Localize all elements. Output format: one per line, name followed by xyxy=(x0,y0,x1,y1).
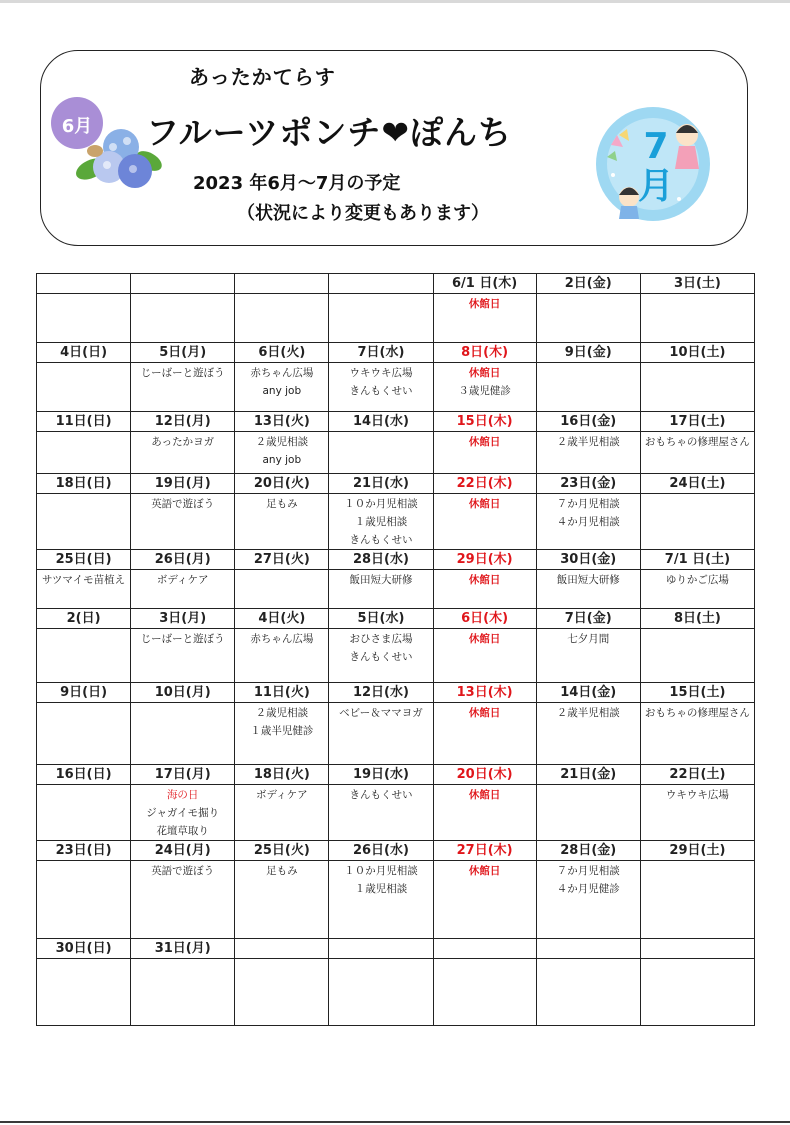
event-cell xyxy=(433,494,536,550)
date-cell: 4日(日) xyxy=(37,343,131,363)
event-item: ７か月児相談 xyxy=(556,865,620,877)
event-cell xyxy=(131,432,235,474)
date-cell: 21日(水) xyxy=(329,474,433,494)
event-item: じーばーと遊ぼう xyxy=(140,367,225,379)
event-cell xyxy=(536,703,640,765)
date-cell: 7日(金) xyxy=(536,609,640,629)
event-cell xyxy=(536,570,640,609)
event-item: １０か月児相談 xyxy=(344,498,418,510)
event-cell xyxy=(235,785,329,841)
event-cell xyxy=(37,494,131,550)
event-cell xyxy=(37,959,131,1026)
schedule-period: 2023 年6月～7月の予定 xyxy=(193,173,401,194)
event-cell xyxy=(433,785,536,841)
date-cell xyxy=(536,939,640,959)
event-cell xyxy=(235,494,329,550)
june-badge-label: 6月 xyxy=(61,116,93,137)
event-cell xyxy=(131,703,235,765)
event-item: じーばーと遊ぼう xyxy=(140,633,225,645)
event-cell xyxy=(235,570,329,609)
event-cell xyxy=(536,629,640,683)
week-date-row xyxy=(37,343,755,363)
date-cell: 28日(水) xyxy=(329,550,433,570)
event-cell xyxy=(235,629,329,683)
event-item: ２歳児相談 xyxy=(255,707,309,719)
week-event-row xyxy=(37,785,755,841)
week-date-row xyxy=(37,765,755,785)
event-item: any job xyxy=(262,385,302,397)
event-item: 休館日 xyxy=(468,865,501,877)
date-cell: 23日(金) xyxy=(536,474,640,494)
event-cell xyxy=(37,570,131,609)
date-cell: 9日(日) xyxy=(37,683,131,703)
july-tanabata-icon xyxy=(593,105,713,223)
event-cell xyxy=(329,363,433,412)
week-date-row xyxy=(37,841,755,861)
week-event-row xyxy=(37,432,755,474)
event-item: 赤ちゃん広場 xyxy=(250,367,314,379)
date-cell: 25日(日) xyxy=(37,550,131,570)
date-cell: 14日(水) xyxy=(329,412,433,432)
event-item: ウキウキ広場 xyxy=(349,367,413,379)
event-cell xyxy=(536,861,640,939)
date-cell: 20日(火) xyxy=(235,474,329,494)
event-cell xyxy=(37,294,131,343)
event-cell xyxy=(433,432,536,474)
event-cell xyxy=(329,294,433,343)
event-cell xyxy=(37,629,131,683)
event-cell xyxy=(235,959,329,1026)
event-cell xyxy=(329,703,433,765)
event-cell xyxy=(433,629,536,683)
date-cell: 25日(火) xyxy=(235,841,329,861)
event-item: ４か月児相談 xyxy=(556,516,620,528)
date-cell xyxy=(640,939,754,959)
event-cell xyxy=(536,432,640,474)
event-cell xyxy=(536,959,640,1026)
event-cell xyxy=(131,861,235,939)
event-item: １歳児相談 xyxy=(354,883,408,895)
event-cell xyxy=(131,629,235,683)
event-item: 休館日 xyxy=(468,633,501,645)
date-cell: 13日(木) xyxy=(433,683,536,703)
event-item: １歳児相談 xyxy=(354,516,408,528)
event-item: 花壇草取り xyxy=(156,825,209,837)
date-cell: 2日(金) xyxy=(536,274,640,294)
date-cell: 16日(日) xyxy=(37,765,131,785)
event-cell xyxy=(536,363,640,412)
event-item: 休館日 xyxy=(468,789,501,801)
event-item: 休館日 xyxy=(468,707,501,719)
event-item: 足もみ xyxy=(266,498,298,510)
event-cell xyxy=(536,294,640,343)
schedule-note: （状況により変更もあります） xyxy=(237,203,489,224)
date-cell: 2(日) xyxy=(37,609,131,629)
june-hydrangea-icon xyxy=(51,99,103,151)
event-item: 英語で遊ぼう xyxy=(151,865,215,877)
date-cell: 31日(月) xyxy=(131,939,235,959)
week-event-row xyxy=(37,363,755,412)
week-event-row xyxy=(37,861,755,939)
date-cell: 19日(水) xyxy=(329,765,433,785)
event-item: ベビー＆ママヨガ xyxy=(339,707,423,719)
date-cell: 29日(土) xyxy=(640,841,754,861)
date-cell: 17日(土) xyxy=(640,412,754,432)
event-item: 飯田短大研修 xyxy=(556,574,620,586)
event-cell xyxy=(131,294,235,343)
event-item: 英語で遊ぼう xyxy=(151,498,215,510)
date-cell: 26日(水) xyxy=(329,841,433,861)
event-item: きんもくせい xyxy=(349,385,413,397)
week-date-row xyxy=(37,683,755,703)
event-cell xyxy=(131,494,235,550)
date-cell xyxy=(235,939,329,959)
event-cell xyxy=(329,494,433,550)
date-cell: 14日(金) xyxy=(536,683,640,703)
event-item: 休館日 xyxy=(468,298,501,310)
week-date-row xyxy=(37,550,755,570)
date-cell: 9日(金) xyxy=(536,343,640,363)
event-cell xyxy=(536,785,640,841)
date-cell: 21日(金) xyxy=(536,765,640,785)
event-item: ２歳児相談 xyxy=(255,436,309,448)
event-item: any job xyxy=(262,454,302,466)
page-title: フルーツポンチ❤ぽんち xyxy=(146,113,513,152)
event-cell xyxy=(235,703,329,765)
event-cell xyxy=(131,959,235,1026)
date-cell: 6/1 日(木) xyxy=(433,274,536,294)
date-cell xyxy=(37,274,131,294)
date-cell: 3日(月) xyxy=(131,609,235,629)
event-item: きんもくせい xyxy=(349,651,413,663)
org-name: あったかてらす xyxy=(189,65,336,89)
event-cell xyxy=(433,363,536,412)
bottom-border xyxy=(0,1121,790,1123)
date-cell xyxy=(433,939,536,959)
week-event-row xyxy=(37,629,755,683)
date-cell xyxy=(235,274,329,294)
event-cell xyxy=(329,785,433,841)
week-date-row xyxy=(37,939,755,959)
week-event-row xyxy=(37,494,755,550)
event-cell xyxy=(235,294,329,343)
event-item: おもちゃの修理屋さん xyxy=(644,707,750,719)
date-cell xyxy=(329,939,433,959)
date-cell: 7/1 日(土) xyxy=(640,550,754,570)
event-item: 休館日 xyxy=(468,436,501,448)
date-cell: 18日(火) xyxy=(235,765,329,785)
event-cell xyxy=(640,861,754,939)
event-item: 七夕月間 xyxy=(567,633,610,645)
event-item: あったかヨガ xyxy=(151,436,215,448)
date-cell: 8日(木) xyxy=(433,343,536,363)
date-cell: 7日(水) xyxy=(329,343,433,363)
date-cell: 17日(月) xyxy=(131,765,235,785)
event-cell xyxy=(640,432,754,474)
event-cell xyxy=(640,959,754,1026)
july-badge-label: 7月 xyxy=(637,126,674,207)
event-item: おもちゃの修理屋さん xyxy=(644,436,750,448)
date-cell: 4日(火) xyxy=(235,609,329,629)
week-event-row xyxy=(37,294,755,343)
event-cell xyxy=(329,570,433,609)
date-cell: 11日(火) xyxy=(235,683,329,703)
event-item: ２歳半児相談 xyxy=(556,436,620,448)
event-item: 海の日 xyxy=(166,789,199,801)
event-cell xyxy=(640,494,754,550)
date-cell: 10日(月) xyxy=(131,683,235,703)
event-item: ゆりかご広場 xyxy=(665,574,729,586)
event-item: ウキウキ広場 xyxy=(665,789,729,801)
event-item: ４か月児健診 xyxy=(556,883,620,895)
event-cell xyxy=(433,570,536,609)
event-cell xyxy=(235,861,329,939)
week-date-row xyxy=(37,412,755,432)
event-cell xyxy=(37,432,131,474)
date-cell: 24日(月) xyxy=(131,841,235,861)
event-cell xyxy=(131,785,235,841)
event-item: ７か月児相談 xyxy=(556,498,620,510)
event-cell xyxy=(329,959,433,1026)
date-cell: 19日(月) xyxy=(131,474,235,494)
calendar-table xyxy=(36,273,755,1026)
event-cell xyxy=(235,363,329,412)
week-event-row xyxy=(37,570,755,609)
date-cell: 23日(日) xyxy=(37,841,131,861)
event-item: １０か月児相談 xyxy=(344,865,418,877)
event-item: ３歳児健診 xyxy=(458,385,511,397)
event-cell xyxy=(329,861,433,939)
date-cell: 27日(木) xyxy=(433,841,536,861)
event-item: ２歳半児相談 xyxy=(556,707,620,719)
week-event-row xyxy=(37,959,755,1026)
event-cell xyxy=(37,785,131,841)
date-cell: 30日(金) xyxy=(536,550,640,570)
date-cell: 3日(土) xyxy=(640,274,754,294)
date-cell: 30日(日) xyxy=(37,939,131,959)
event-item: ジャガイモ掘り xyxy=(146,807,220,819)
header-banner xyxy=(40,50,748,246)
date-cell: 5日(水) xyxy=(329,609,433,629)
event-cell xyxy=(536,494,640,550)
top-border xyxy=(0,0,790,3)
event-cell xyxy=(640,570,754,609)
date-cell: 28日(金) xyxy=(536,841,640,861)
date-cell: 13日(火) xyxy=(235,412,329,432)
date-cell: 18日(日) xyxy=(37,474,131,494)
event-item: ボディケア xyxy=(255,789,308,801)
event-item: 休館日 xyxy=(468,367,501,379)
event-cell xyxy=(329,629,433,683)
event-cell xyxy=(131,363,235,412)
date-cell: 6日(火) xyxy=(235,343,329,363)
event-cell xyxy=(433,959,536,1026)
event-cell xyxy=(433,294,536,343)
event-item: 足もみ xyxy=(266,865,298,877)
event-cell xyxy=(640,363,754,412)
event-cell xyxy=(37,363,131,412)
date-cell: 12日(水) xyxy=(329,683,433,703)
date-cell: 26日(月) xyxy=(131,550,235,570)
event-item: きんもくせい xyxy=(349,534,413,546)
date-cell xyxy=(131,274,235,294)
event-cell xyxy=(329,432,433,474)
date-cell: 16日(金) xyxy=(536,412,640,432)
week-event-row xyxy=(37,703,755,765)
date-cell: 6日(木) xyxy=(433,609,536,629)
date-cell: 12日(月) xyxy=(131,412,235,432)
date-cell: 29日(木) xyxy=(433,550,536,570)
event-item: 休館日 xyxy=(468,574,501,586)
date-cell: 8日(土) xyxy=(640,609,754,629)
week-date-row xyxy=(37,274,755,294)
event-item: ボディケア xyxy=(156,574,209,586)
event-item: 赤ちゃん広場 xyxy=(250,633,314,645)
date-cell: 15日(土) xyxy=(640,683,754,703)
event-cell xyxy=(37,861,131,939)
date-cell: 10日(土) xyxy=(640,343,754,363)
date-cell: 22日(木) xyxy=(433,474,536,494)
date-cell: 5日(月) xyxy=(131,343,235,363)
event-cell xyxy=(640,785,754,841)
date-cell: 24日(土) xyxy=(640,474,754,494)
event-item: きんもくせい xyxy=(349,789,413,801)
event-cell xyxy=(640,294,754,343)
date-cell: 20日(木) xyxy=(433,765,536,785)
event-item: サツマイモ苗植え xyxy=(41,574,126,586)
date-cell: 27日(火) xyxy=(235,550,329,570)
event-cell xyxy=(640,629,754,683)
date-cell: 15日(木) xyxy=(433,412,536,432)
date-cell: 22日(土) xyxy=(640,765,754,785)
event-cell xyxy=(433,703,536,765)
event-item: 飯田短大研修 xyxy=(349,574,413,586)
week-date-row xyxy=(37,474,755,494)
event-item: おひさま広場 xyxy=(349,633,413,645)
event-cell xyxy=(640,703,754,765)
event-item: 休館日 xyxy=(468,498,501,510)
event-item: １歳半児健診 xyxy=(250,725,314,737)
event-cell xyxy=(235,432,329,474)
event-cell xyxy=(433,861,536,939)
date-cell: 11日(日) xyxy=(37,412,131,432)
event-cell xyxy=(37,703,131,765)
event-cell xyxy=(131,570,235,609)
week-date-row xyxy=(37,609,755,629)
date-cell xyxy=(329,274,433,294)
